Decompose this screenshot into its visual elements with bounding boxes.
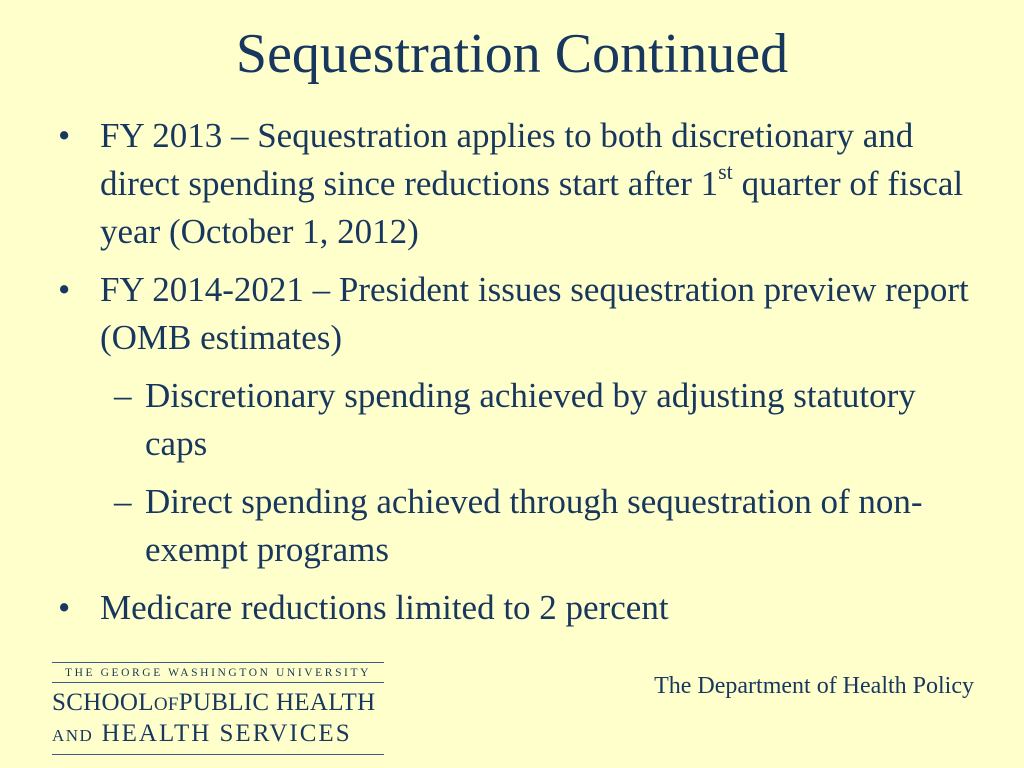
logo-school-word: SCHOOL [52,689,154,716]
sub-item-text: Direct spending achieved through sequestration of non-exempt programs [145,482,923,569]
logo-health-services: HEALTH SERVICES [101,720,352,747]
bullet-marker: • [58,588,71,627]
bullet-text: FY 2013 – Sequestration applies to both discretionary and direct spending since reductions start after 1 [100,116,914,203]
bullet-marker: • [58,116,71,155]
gwu-sphhs-logo [52,662,384,755]
sub-item-direct-spending [52,478,982,574]
logo-health-services-line [52,720,384,750]
bullet-text-continued: quarter of fiscal year (October 1, 2012) [100,164,964,251]
logo-rule-top [52,662,384,663]
superscript-st: st [718,159,733,184]
bullet-item-fy2013 [52,112,982,256]
sub-item-text: Discretionary spending achieved by adjusting statutory caps [145,376,916,463]
bullet-text: FY 2014-2021 – President issues sequestration preview report (OMB estimates) [100,270,969,357]
logo-of-word: OF [153,694,179,715]
bullet-text: Medicare reductions limited to 2 percent [100,588,669,627]
logo-public-health: PUBLIC HEALTH [178,689,376,716]
department-name: The Department of Health Policy [654,673,974,699]
sub-marker: – [114,482,132,521]
logo-rule-middle [52,682,384,683]
bullet-list [52,112,982,642]
slide-title: Sequestration Continued [235,23,789,85]
bullet-marker: • [58,270,71,309]
logo-and-word: AND [52,726,94,745]
sub-item-discretionary [52,372,982,468]
bullet-item-fy2014-2021 [52,266,982,362]
logo-rule-bottom [52,754,384,755]
sub-marker: – [114,376,132,415]
logo-university-name: THE GEORGE WASHINGTON UNIVERSITY [64,667,372,679]
bullet-item-medicare [52,584,982,632]
logo-school-line [52,688,384,720]
